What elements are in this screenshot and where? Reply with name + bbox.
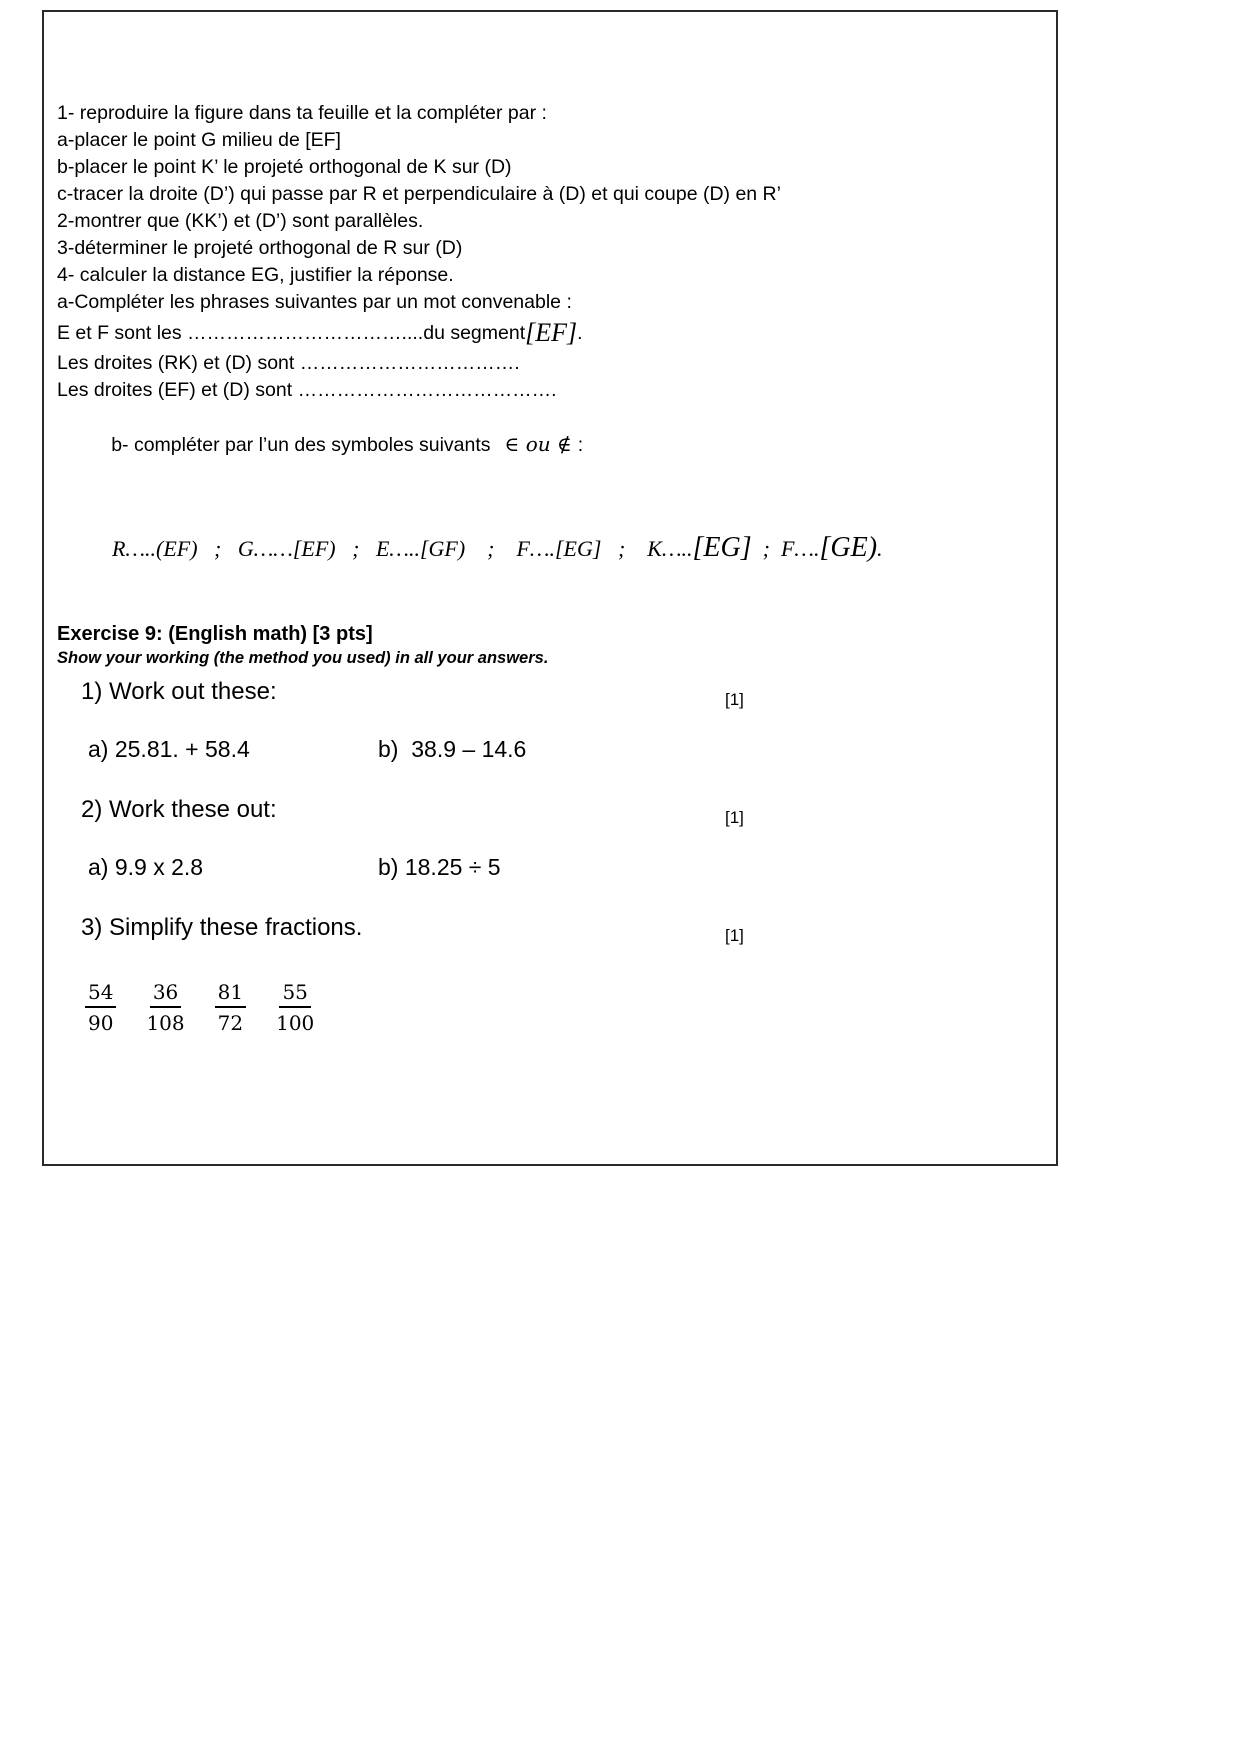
element-of-symbols: ∈ ou ∉ [504, 432, 572, 456]
question-2-mark: [1] [725, 808, 744, 827]
symbols-intro-text: b- compléter par l’un des symboles suivants [111, 434, 491, 456]
fraction-54-90 [85, 979, 116, 1036]
membership-seg-2: ; F…. [751, 536, 820, 561]
fraction-numerator: 55 [279, 979, 310, 1008]
question-2-item-b: b) 18.25 ÷ 5 [378, 854, 501, 880]
fill-sentence-ef: Les droites (EF) et (D) sont …………………………………. [57, 379, 557, 401]
question-3-label: 3) Simplify these fractions. [81, 914, 363, 941]
fill-sentence-text: E et F sont les ……………………………....du segment [57, 322, 526, 344]
fraction-81-72 [215, 979, 246, 1036]
english-section [57, 621, 1036, 1036]
question-2-row [57, 793, 1036, 827]
fractions-row [57, 979, 1036, 1036]
instruction-line-2: 2-montrer que (KK’) et (D’) sont parallèles. [57, 210, 424, 232]
question-2-items [57, 851, 1036, 883]
segment-ef-math: [EF] [525, 318, 578, 347]
question-2-item-a: a) 9.9 x 2.8 [88, 854, 204, 880]
instruction-line-1a: a-placer le point G milieu de [EF] [57, 129, 341, 151]
fraction-55-100 [276, 979, 314, 1036]
fraction-denominator: 90 [88, 1011, 114, 1035]
instruction-line-3: 3-déterminer le projeté orthogonal de R sur (D) [57, 237, 463, 259]
fraction-numerator: 36 [150, 979, 181, 1008]
fill-sentence-segment [57, 316, 1036, 350]
membership-big-ge: [GE) [819, 532, 878, 563]
fraction-denominator: 108 [146, 1011, 185, 1035]
instruction-line-1b: b-placer le point K’ le projeté orthogonal de K sur (D) [57, 156, 512, 178]
french-section [57, 100, 1036, 609]
fraction-denominator: 100 [276, 1011, 315, 1035]
instruction-line-1: 1- reproduire la figure dans ta feuille et la compléter par : [57, 102, 547, 124]
fraction-denominator: 72 [217, 1011, 244, 1035]
exercise-9-subheading: Show your working (the method you used) in all your answers. [57, 649, 549, 667]
question-3-row [57, 911, 1036, 945]
symbols-intro-line [57, 404, 1036, 486]
membership-big-eg: [EG] [692, 532, 752, 563]
membership-seg-1: R…..(EF) ; G……[EF) ; E…..[GF) ; F….[EG] ; K….. [112, 536, 693, 561]
symbols-intro-colon: : [577, 434, 584, 456]
exercise-9-heading: Exercise 9: (English math) [3 pts] [57, 623, 373, 645]
instruction-line-1c: c-tracer la droite (D’) qui passe par R et perpendiculaire à (D) et qui coupe (D) en R’ [57, 183, 781, 205]
instruction-line-4a: a-Compléter les phrases suivantes par un mot convenable : [57, 291, 572, 313]
question-1-item-b: b) 38.9 – 14.6 [378, 736, 527, 762]
question-1-items [57, 733, 1036, 765]
question-1-label: 1) Work out these: [81, 678, 277, 705]
document-frame [42, 10, 1058, 1166]
fraction-numerator: 54 [85, 979, 116, 1008]
question-2-label: 2) Work these out: [81, 796, 277, 823]
membership-exercise-line [57, 488, 1036, 609]
question-3-mark: [1] [725, 926, 744, 945]
fraction-numerator: 81 [215, 979, 246, 1008]
document-content [44, 12, 1056, 1036]
question-1-mark: [1] [725, 690, 744, 709]
question-1-item-a: a) 25.81. + 58.4 [88, 736, 250, 762]
fill-sentence-period: . [577, 322, 583, 344]
fill-sentence-rk: Les droites (RK) et (D) sont ……………………………. [57, 352, 520, 374]
question-1-row [57, 675, 1036, 709]
instruction-line-4: 4- calculer la distance EG, justifier la réponse. [57, 264, 454, 286]
membership-end: . [877, 536, 883, 561]
fraction-36-108 [146, 979, 184, 1036]
